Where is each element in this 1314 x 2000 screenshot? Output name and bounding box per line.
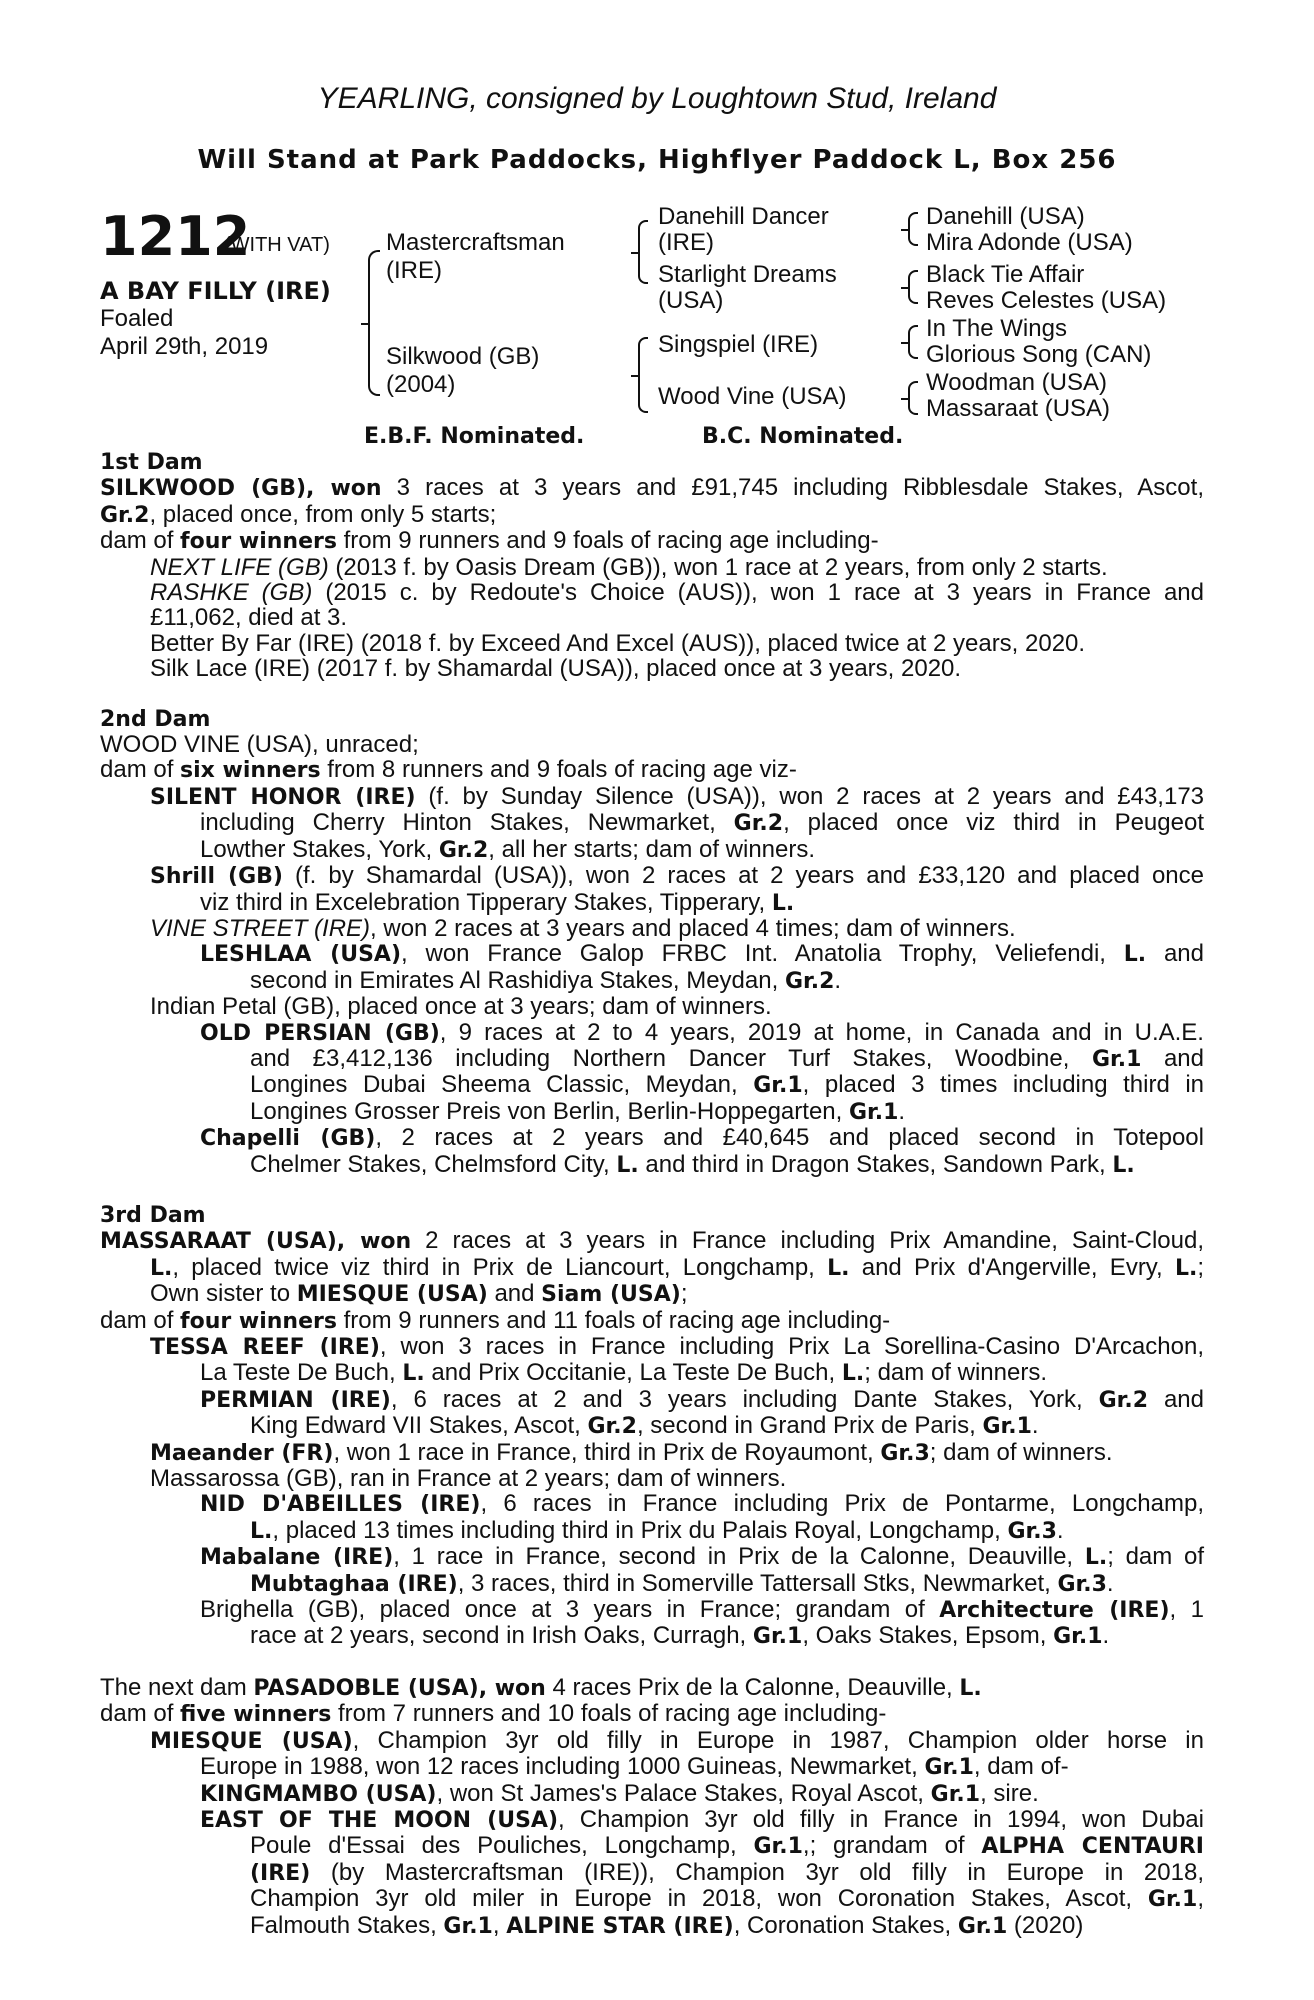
text-run: , won St James's Palace Stakes, Royal Ascot, (436, 1779, 931, 1807)
text-run: . (898, 1097, 906, 1125)
text-line (100, 1544, 1204, 1570)
text-run: La Teste De Buch, (200, 1359, 403, 1387)
text-run: Longines Grosser Preis von Berlin, Berlin-Hoppegarten, (250, 1097, 849, 1125)
dd-dam: Massaraat (USA) (926, 395, 1111, 422)
text-line (100, 1334, 1204, 1360)
bold-text: Gr.1 (753, 1073, 803, 1099)
bold-text: L. (1123, 942, 1147, 968)
text-line (100, 890, 1204, 916)
text-run: , Oaks Stakes, Epsom, (802, 1622, 1054, 1650)
bold-text: Chapelli (GB) (200, 1126, 376, 1152)
text-run: Falmouth Stakes, (250, 1911, 444, 1939)
bold-text: SILKWOOD (GB), won (100, 476, 382, 502)
bold-text: Gr.1 (982, 1414, 1032, 1440)
text-run: dam of (100, 1700, 181, 1728)
stand-location: Will Stand at Park Paddocks, Highflyer Paddock L, Box 256 (197, 145, 1117, 175)
text-line (100, 784, 1204, 810)
next-dam-line (100, 1675, 1204, 1701)
text-run: , (492, 1911, 507, 1939)
sd-sire: Black Tie Affair (926, 261, 1085, 288)
text-line (100, 1281, 1204, 1307)
text-line (100, 1255, 1204, 1281)
bold-text: Architecture (IRE) (939, 1598, 1170, 1624)
dam-year: (2004) (386, 371, 456, 398)
text-run: Europe in 1988, won 12 races including 1000 Guineas, Newmarket, (200, 1753, 925, 1781)
text-run: , 3 races, third in Somerville Tattersall Stks, Newmarket, (457, 1569, 1058, 1597)
text-run: , 6 races at 2 and 3 years including Dante Stakes, York, (390, 1385, 1099, 1413)
bold-text: Gr.1 (848, 1099, 899, 1125)
bold-text: Gr.3 (1057, 1571, 1107, 1597)
text-line (100, 1491, 1204, 1517)
text-run: ; dam of winners. (929, 1438, 1113, 1466)
text-run: second in Emirates Al Rashidiya Stakes, Meydan, (250, 966, 785, 994)
ds-sire: In The Wings (926, 315, 1067, 342)
text-run: , 2 races at 2 years and £40,645 and placed second in Totepool (375, 1124, 1204, 1152)
bold-text: four winners (180, 529, 337, 555)
bold-text: Gr.2 (438, 837, 489, 863)
text-run: from 7 runners and 10 foals of racing age including- (331, 1700, 887, 1728)
text-line (100, 837, 1204, 863)
bold-text: four winners (180, 1308, 337, 1334)
text-line: Better By Far (IRE) (2018 f. by Exceed And Excel (AUS)), placed twice at 2 years, 2020. (150, 629, 1086, 657)
text-run: , placed once viz third in Peugeot (783, 809, 1204, 837)
sd-brace (908, 270, 918, 304)
bold-text: MIESQUE (USA) (150, 1728, 353, 1754)
bold-text: six winners (180, 758, 321, 784)
sires-dam: Starlight Dreams (658, 261, 837, 288)
text-run: and (1148, 1385, 1204, 1413)
text-run: The next dam (100, 1673, 254, 1701)
text-run: , dam of- (973, 1753, 1069, 1781)
text-run: , placed once, from only 5 starts; (149, 500, 497, 528)
bold-text: TESSA REEF (IRE) (150, 1335, 380, 1360)
bold-text: L. (1084, 1545, 1108, 1571)
text-line (100, 1020, 1204, 1046)
dams-dam: Wood Vine (USA) (658, 383, 847, 410)
bold-text: five winners (180, 1702, 332, 1728)
text-line (100, 1728, 1204, 1754)
text-line (100, 1308, 1204, 1334)
first-dam-heading: 1st Dam (100, 450, 203, 475)
italic-text: VINE STREET (IRE) (150, 914, 371, 942)
text-run: , sire. (980, 1779, 1039, 1807)
text-line (100, 968, 1204, 994)
text-run: 2 races at 3 years in France including Prix Amandine, Saint-Cloud, (411, 1227, 1204, 1255)
text-run: ,; grandam of (802, 1832, 982, 1860)
text-run: . (1102, 1622, 1110, 1650)
text-line (100, 1387, 1204, 1413)
dam-name: Silkwood (GB) (386, 343, 540, 370)
text-line (100, 1754, 1204, 1780)
text-run: , placed 3 times including third in (802, 1071, 1204, 1099)
bold-text: L. (1174, 1255, 1198, 1281)
text-line: Massarossa (GB), ran in France at 2 years; dam of winners. (150, 1465, 787, 1493)
text-line (100, 810, 1204, 836)
text-run: including Cherry Hinton Stakes, Newmarket, (200, 809, 734, 837)
text-run: race at 2 years, second in Irish Oaks, Curragh, (250, 1622, 753, 1650)
text-line (100, 1413, 1204, 1439)
consignor-subtitle: YEARLING, consigned by Loughtown Stud, Ireland (317, 82, 997, 115)
text-run: 3 races at 3 years and £91,745 including Ribblesdale Stakes, Ascot, (381, 474, 1204, 502)
text-line (100, 1623, 1204, 1649)
bold-text: L. (841, 1361, 865, 1387)
dam-line-brace (638, 337, 648, 413)
text-line (100, 1701, 1204, 1727)
dams-sire: Singspiel (IRE) (658, 331, 819, 358)
bold-text: Gr.2 (100, 502, 150, 528)
text-run: . (1031, 1412, 1039, 1440)
text-run: , Champion 3yr old filly in Europe in 1987, Champion older horse in (352, 1726, 1204, 1754)
text-run: ; dam of winners. (864, 1359, 1047, 1387)
bold-text: Gr.1 (752, 1624, 803, 1650)
text-run: , (1197, 1885, 1204, 1913)
text-run: dam of (100, 756, 181, 784)
bold-text: L. (827, 1255, 850, 1281)
bold-text: L. (1112, 1152, 1135, 1178)
bold-text: EAST OF THE MOON (USA) (200, 1807, 559, 1833)
text-line (100, 1360, 1204, 1386)
text-run: , won 2 races at 3 years and placed 4 times; dam of winners. (370, 914, 1016, 942)
text-run: and (487, 1280, 542, 1308)
text-run: Lowther Stakes, York, (200, 835, 439, 863)
bold-text: Gr.1 (924, 1755, 974, 1781)
text-run: viz third in Excelebration Tipperary Stakes, Tipperary, (200, 888, 772, 916)
text-run: King Edward VII Stakes, Ascot, (250, 1412, 588, 1440)
text-run: Champion 3yr old miler in Europe in 2018, won Coronation Stakes, Ascot, (250, 1885, 1148, 1913)
text-run: ; dam of (1107, 1543, 1204, 1571)
sires-sire: Danehill Dancer (658, 203, 829, 230)
text-run: , all her starts; dam of winners. (488, 835, 816, 863)
ss-sire: Danehill (USA) (926, 203, 1085, 230)
text-run: (f. by Sunday Silence (USA)), won 2 races at 2 years and £43,173 (415, 782, 1205, 810)
lot-number: 1212 (100, 205, 251, 268)
text-run: dam of (100, 527, 181, 555)
bold-text: L. (771, 890, 795, 916)
bold-text: Gr.1 (1091, 1046, 1142, 1072)
text-line (100, 1440, 1204, 1466)
text-line: Indian Petal (GB), placed once at 3 years; dam of winners. (150, 993, 772, 1021)
text-line (100, 580, 1204, 605)
text-line: £11,062, died at 3. (150, 604, 348, 632)
text-line (100, 475, 1204, 501)
horse-name: A BAY FILLY (IRE) (100, 277, 331, 305)
text-run: ; (680, 1280, 688, 1308)
text-run: (2013 f. by Oasis Dream (GB)), won 1 race at 2 years, from only 2 starts. (328, 553, 1108, 581)
text-line (100, 941, 1204, 967)
text-run: . (1106, 1569, 1114, 1597)
text-run: . (834, 966, 842, 994)
text-run: (f. by Shamardal (USA)), won 2 races at 2 years and £33,120 and placed once (282, 862, 1205, 890)
sires-sire-country: (IRE) (658, 229, 714, 256)
bold-text: Gr.1 (1053, 1624, 1103, 1650)
sire-country: (IRE) (386, 257, 442, 284)
text-line: Silk Lace (IRE) (2017 f. by Shamardal (USA)), placed once at 3 years, 2020. (150, 655, 962, 683)
text-run: , 9 races at 2 to 4 years, 2019 at home, in Canada and in U.A.E. (439, 1018, 1204, 1046)
catalogue-body (100, 450, 1204, 1939)
text-run: Chelmer Stakes, Chelmsford City, (250, 1150, 617, 1178)
text-line (100, 1152, 1204, 1178)
text-line (100, 502, 1204, 528)
text-line (100, 555, 1204, 580)
text-line (100, 1518, 1204, 1544)
text-line (100, 1046, 1204, 1072)
bold-text: L. (250, 1518, 273, 1544)
sires-dam-country: (USA) (658, 287, 724, 314)
sire-name: Mastercraftsman (386, 229, 565, 256)
sd-dam: Reves Celestes (USA) (926, 287, 1167, 314)
dd-sire: Woodman (USA) (926, 369, 1107, 396)
ss-dam: Mira Adonde (USA) (926, 229, 1133, 256)
text-run: , 1 (1169, 1596, 1204, 1624)
text-run: , Champion 3yr old filly in France in 1994, won Dubai (558, 1805, 1204, 1833)
text-line (100, 1099, 1204, 1125)
bold-text: PASADOBLE (USA), won (253, 1675, 546, 1701)
foaled-label: Foaled (100, 305, 174, 332)
text-run: (by Mastercraftsman (IRE)), Champion 3yr old filly in Europe in 2018, (310, 1858, 1204, 1886)
text-run: , second in Grand Prix de Paris, (636, 1412, 983, 1440)
bc-nomination: B.C. Nominated. (702, 424, 904, 449)
text-run: from 9 runners and 11 foals of racing age including- (336, 1306, 891, 1334)
text-run: , placed twice viz third in Prix de Liancourt, Longchamp, (172, 1253, 828, 1281)
bold-text: KINGMAMBO (USA) (200, 1781, 437, 1807)
text-line (100, 1125, 1204, 1151)
bold-text: Siam (USA) (541, 1282, 681, 1308)
bold-text: MIESQUE (USA) (296, 1282, 488, 1308)
bold-text: Gr.1 (957, 1913, 1008, 1939)
text-run: Own sister to (150, 1280, 297, 1308)
bold-text: Mabalane (IRE) (200, 1545, 394, 1571)
bold-text: L. (959, 1675, 982, 1701)
bold-text: ALPHA CENTAURI (981, 1834, 1204, 1860)
text-line (100, 1807, 1204, 1833)
text-run: and Prix Occitanie, La Teste De Buch, (424, 1359, 842, 1387)
bold-text: L. (150, 1255, 173, 1281)
text-run: Poule d'Essai des Pouliches, Longchamp, (250, 1832, 754, 1860)
third-dam-heading: 3rd Dam (100, 1202, 206, 1228)
text-run: Longines Dubai Sheema Classic, Meydan, (250, 1071, 754, 1099)
bold-text: MASSARAAT (USA), won (100, 1229, 412, 1255)
text-run: and £3,412,136 including Northern Dancer Turf Stakes, Woodbine, (250, 1044, 1092, 1072)
bold-text: (IRE) (250, 1860, 311, 1886)
text-run: (2015 c. by Redoute's Choice (AUS)), won 1 race at 3 years in France and (312, 579, 1204, 607)
text-line (100, 1913, 1204, 1939)
text-run: and (1141, 1044, 1204, 1072)
bold-text: Maeander (FR) (150, 1440, 334, 1466)
bold-text: Shrill (GB) (150, 864, 283, 890)
text-line (100, 757, 1204, 783)
bold-text: SILENT HONOR (IRE) (150, 784, 416, 810)
sire-line-brace (638, 220, 648, 284)
bold-text: Gr.2 (784, 968, 835, 994)
text-run: from 8 runners and 9 foals of racing age viz- (320, 756, 797, 784)
text-run: (2020) (1007, 1911, 1084, 1939)
bold-text: Gr.1 (1147, 1887, 1198, 1913)
bold-text: Mubtaghaa (IRE) (250, 1571, 458, 1597)
bold-text: Gr.2 (733, 811, 784, 837)
text-run: and (1146, 940, 1204, 968)
bold-text: NID D'ABEILLES (IRE) (200, 1492, 481, 1518)
text-line (100, 1571, 1204, 1597)
bold-text: LESHLAA (USA) (200, 942, 402, 968)
dd-brace (908, 381, 918, 415)
text-run: , 1 race in France, second in Prix de la Calonne, Deauville, (393, 1543, 1085, 1571)
text-line (100, 1781, 1204, 1807)
bold-text: Gr.2 (587, 1414, 637, 1440)
text-run: from 9 runners and 9 foals of racing age including- (336, 527, 879, 555)
text-run: , won 1 race in France, third in Prix de Royaumont, (333, 1438, 881, 1466)
text-line (100, 1597, 1204, 1623)
text-line (100, 1228, 1204, 1254)
bold-text: Gr.3 (1007, 1518, 1057, 1544)
bold-text: OLD PERSIAN (GB) (200, 1020, 440, 1046)
sire-dam-brace (368, 250, 380, 396)
ss-brace (908, 212, 918, 246)
bold-text: Gr.1 (753, 1834, 803, 1860)
bold-text: Gr.1 (930, 1781, 981, 1807)
text-run: 4 races Prix de la Calonne, Deauville, (545, 1673, 960, 1701)
bold-text: L. (402, 1361, 425, 1387)
text-run: ; (1197, 1253, 1204, 1281)
second-dam-heading: 2nd Dam (100, 706, 211, 732)
foaled-date: April 29th, 2019 (100, 333, 269, 360)
text-run: and third in Dragon Stakes, Sandown Park, (638, 1150, 1113, 1178)
text-run: , Coronation Stakes, (733, 1911, 958, 1939)
bold-text: L. (616, 1152, 639, 1178)
text-line (100, 1833, 1204, 1859)
text-line (100, 1886, 1204, 1912)
ds-dam: Glorious Song (CAN) (926, 341, 1152, 368)
bold-text: PERMIAN (IRE) (200, 1387, 391, 1413)
bold-text: Gr.2 (1098, 1387, 1148, 1413)
text-run: Brighella (GB), placed once at 3 years in France; grandam of (200, 1596, 940, 1624)
text-run: and Prix d'Angerville, Evry, (849, 1253, 1175, 1281)
italic-text: RASHKE (GB) (150, 579, 313, 607)
text-run: , placed 13 times including third in Prix du Palais Royal, Longchamp, (272, 1516, 1008, 1544)
ds-brace (908, 325, 918, 359)
bold-text: ALPINE STAR (IRE) (506, 1913, 734, 1939)
ebf-nomination: E.B.F. Nominated. (364, 424, 585, 449)
text-run: , won France Galop FRBC Int. Anatolia Trophy, Veliefendi, (401, 940, 1124, 968)
text-line (100, 863, 1204, 889)
bold-text: Gr.1 (443, 1913, 493, 1939)
bold-text: Gr.3 (880, 1440, 930, 1466)
text-run: dam of (100, 1306, 181, 1334)
text-line (100, 528, 1204, 554)
text-run: , 6 races in France including Prix de Pontarme, Longchamp, (480, 1490, 1205, 1518)
italic-text: NEXT LIFE (GB) (150, 553, 329, 581)
text-line (100, 1860, 1204, 1886)
text-run: , won 3 races in France including Prix La Sorellina-Casino D'Arcachon, (379, 1333, 1204, 1360)
text-run: . (1056, 1516, 1064, 1544)
vat-note: (WITH VAT) (224, 234, 330, 256)
text-line (100, 1072, 1204, 1098)
text-line (100, 916, 1204, 941)
text-line: WOOD VINE (USA), unraced; (100, 731, 419, 759)
